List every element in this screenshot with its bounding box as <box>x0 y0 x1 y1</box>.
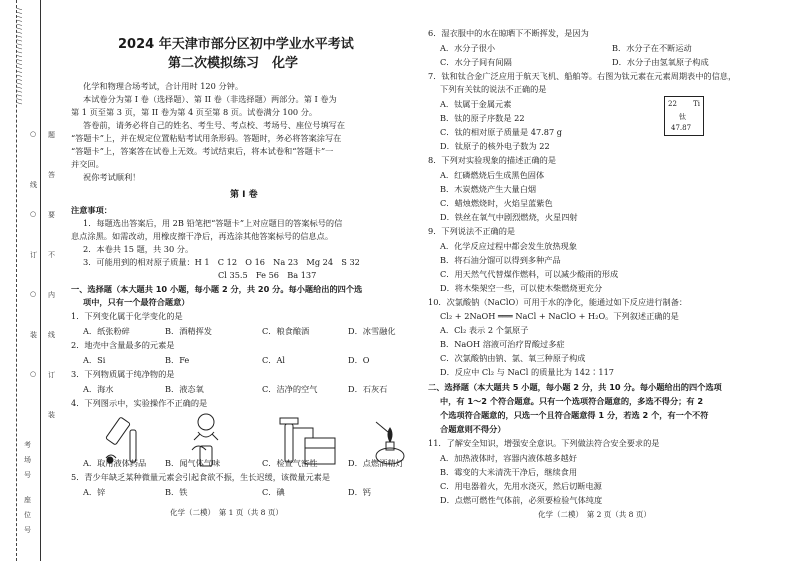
part2-heading: 中，有 1～2 个符合题意。只有一个选项符合题意的，多选不得分；有 2 <box>440 396 704 406</box>
answer-option: D．铁丝在氧气中剧烈燃烧，火星四射 <box>440 212 578 222</box>
question-stem: 9．下列说法不正确的是 <box>428 226 516 236</box>
answer-option: C．水分子间有间隔 <box>440 57 512 67</box>
answer-option: D．钛原子的核外电子数为 22 <box>440 141 550 151</box>
answer-option: A．水分子很小 <box>440 43 496 53</box>
answer-option: A．化学反应过程中都会发生放热现象 <box>440 241 577 251</box>
question-stem: 下列有关钛的说法不正确的是 <box>440 84 547 94</box>
answer-option: D．石灰石 <box>348 384 388 394</box>
periodic-element-box <box>664 96 704 136</box>
binding-note: 不 <box>48 251 55 259</box>
binding-note: 题 <box>48 131 55 139</box>
seat-field-label: 座 <box>24 496 31 504</box>
part2-heading: 合题意则不得分） <box>440 424 506 434</box>
part1-heading: 项中，只有一个最符合题意） <box>83 297 190 307</box>
question-stem: 4．下列图示中，实验操作不正确的是 <box>71 398 208 408</box>
answer-option: C．检查气密性 <box>262 458 318 468</box>
answer-option: B．Fe <box>165 355 190 365</box>
answer-option: B．酒精挥发 <box>165 326 212 336</box>
answer-option: A．锌 <box>83 487 106 497</box>
answer-option: B．NaOH 溶液可治疗胃酸过多症 <box>440 339 565 349</box>
binding-circle: ○ <box>30 290 37 298</box>
binding-note: 要 <box>48 211 55 219</box>
answer-option: A．Cl₂ 表示 2 个氯原子 <box>440 325 529 335</box>
question-stem: 1．下列变化属于化学变化的是 <box>71 311 183 321</box>
seat-field-label: 场 <box>24 456 31 464</box>
question-stem: 6．湿衣服中的水在晾晒下不断挥发，是因为 <box>428 28 589 38</box>
answer-option: D．水分子由氢氧原子构成 <box>612 57 709 67</box>
answer-option: C．粮食酿酒 <box>262 326 310 336</box>
page-footer: 化学（二模） 第 1 页（共 8 页） <box>170 508 283 517</box>
notes-title: 注意事项： <box>71 205 112 215</box>
answer-option: D．反应中 Cl₂ 与 NaCl 的质量比为 142∶117 <box>440 367 614 377</box>
answer-option: C．碘 <box>262 487 285 497</box>
answer-option: D．钙 <box>348 487 371 497</box>
binding-label: 装 <box>30 331 37 339</box>
binding-label: 订 <box>30 251 37 259</box>
answer-option: C．钛的相对原子质量是 47.87 g <box>440 127 563 137</box>
binding-note: 装 <box>48 411 55 419</box>
question-stem: 3．下列物质属于纯净物的是 <box>71 369 175 379</box>
answer-option: D．冰雪融化 <box>348 326 396 336</box>
question-stem: 8．下列对实验现象的描述正确的是 <box>428 155 557 165</box>
answer-option: C．用天然气代替煤作燃料，可以减少酸雨的形成 <box>440 269 619 279</box>
answer-option: C．次氯酸钠由钠、氯、氧三种原子构成 <box>440 353 586 363</box>
note-line: 息点涂黑。如需改动，用橡皮擦干净后，再选涂其他答案标号的信息点。 <box>71 231 334 241</box>
answer-option: C．用电器着火，先用水浇灭，然后切断电源 <box>440 481 602 491</box>
answer-option: C．蜡烛燃烧时，火焰呈蓝紫色 <box>440 198 553 208</box>
answer-option: D．O <box>348 355 370 365</box>
answer-option: B．霉变的大米清洗干净后，继续食用 <box>440 467 578 477</box>
element-symbol: Ti <box>693 100 700 108</box>
intro-line: 化学和物理合场考试，合计用时 120 分钟。 <box>83 81 244 91</box>
note-line: 1．每题选出答案后，用 2B 铅笔把“答题卡”上对应题目的答案标号的信 <box>83 218 343 228</box>
seat-field-label: 位 <box>24 511 31 519</box>
page-footer: 化学（二模） 第 2 页（共 8 页） <box>538 510 651 519</box>
section-heading: 第 I 卷 <box>230 190 258 200</box>
answer-option: B．闻气体气味 <box>165 458 221 468</box>
seat-field-label: 号 <box>24 526 31 534</box>
intro-line: 祝你考试顺利！ <box>83 172 141 182</box>
element-name: 钛 <box>679 113 686 121</box>
binding-note: 线 <box>48 331 55 339</box>
question-stem: Cl₂ + 2NaOH ═══ NaCl + NaClO + H₂O。下列叙述正确的是 <box>440 311 679 321</box>
binding-circle: ○ <box>30 210 37 218</box>
dash-marks: / / / / / / / / / / / / / / / / / / / / / / / / / <box>15 8 22 105</box>
exam-subtitle: 第二次模拟练习 化学 <box>168 56 299 71</box>
answer-option: B．液态氧 <box>165 384 204 394</box>
part1-heading: 一、选择题（本大题共 10 小题，每小题 2 分，共 20 分。每小题给出的四个选 <box>71 284 363 294</box>
inner-rule <box>40 0 41 561</box>
binding-note: 内 <box>48 291 55 299</box>
answer-option: A．取用液体药品 <box>83 458 147 468</box>
note-line: Cl 35.5 Fe 56 Ba 137 <box>218 270 317 280</box>
binding-circle: ○ <box>30 130 37 138</box>
note-line: 3．可能用到的相对原子质量：H 1 C 12 O 16 Na 23 Mg 24 S 32 <box>83 257 360 267</box>
question-stem: 10．次氯酸钠（NaClO）可用于水的净化，能通过如下反应进行制备： <box>428 297 688 307</box>
binding-note: 答 <box>48 171 55 179</box>
answer-option: A．纸张粉碎 <box>83 326 130 336</box>
question-stem: 7．钛和钛合金广泛应用于航天飞机、船舶等。右图为钛元素在元素周期表中的信息， <box>428 71 737 81</box>
exam-title: 2024 年天津市部分区初中学业水平考试 <box>118 37 354 52</box>
answer-option: D．点燃可燃性气体前，必须要检验气体纯度 <box>440 495 603 505</box>
atomic-number: 22 <box>668 100 677 108</box>
seat-field-label: 号 <box>24 471 31 479</box>
seat-field-label: 考 <box>24 441 31 449</box>
intro-line: 并交回。 <box>71 159 104 169</box>
answer-option: B．铁 <box>165 487 188 497</box>
answer-option: A．红磷燃烧后生成黑色固体 <box>440 170 545 180</box>
answer-option: B．木炭燃烧产生大量白烟 <box>440 184 537 194</box>
answer-option: A．钛属于金属元素 <box>440 99 512 109</box>
binding-note: 订 <box>48 371 55 379</box>
intro-line: “答题卡”上，答案答在试卷上无效。考试结束后，将本试卷和“答题卡”一 <box>71 146 334 156</box>
question-stem: 5．青少年缺乏某种微量元素会引起食欲不振，生长迟缓，该微量元素是 <box>71 472 331 482</box>
binding-label: 线 <box>30 181 37 189</box>
answer-option: B．钛的原子序数是 22 <box>440 113 525 123</box>
answer-option: D．点燃酒精灯 <box>348 458 404 468</box>
answer-option: D．将木柴架空一些，可以使木柴燃烧更充分 <box>440 283 603 293</box>
intro-line: “答题卡”上，并在规定位置粘贴考试用条形码。答题时，务必将答案涂写在 <box>71 133 342 143</box>
question-stem: 2．地壳中含量最多的元素是 <box>71 340 175 350</box>
answer-option: C．洁净的空气 <box>262 384 318 394</box>
intro-line: 第 1 页至第 3 页，第 II 卷为第 4 页至第 8 页。试卷满分 100 分。 <box>71 107 318 117</box>
note-line: 2．本卷共 15 题，共 30 分。 <box>83 244 194 254</box>
intro-line: 答卷前，请务必将自己的姓名、考生号、考点校、考场号、座位号填写在 <box>83 120 346 130</box>
part2-heading: 二、选择题（本大题共 5 小题，每小题 2 分，共 10 分。每小题给出的四个选项 <box>428 382 722 392</box>
atomic-mass: 47.87 <box>671 124 692 132</box>
answer-option: A．Si <box>83 355 106 365</box>
binding-margin <box>0 0 60 561</box>
answer-option: A．海水 <box>83 384 114 394</box>
answer-option: A．加热液体时，容器内液体越多越好 <box>440 453 577 463</box>
answer-option: C．Al <box>262 355 285 365</box>
part2-heading: 个选项符合题意的，只选一个且符合题意得 1 分，若选 2 个，有一个不符 <box>440 410 709 420</box>
pour-liquid-figure <box>106 417 136 463</box>
question-stem: 11．了解安全知识，增强安全意识。下列做法符合安全要求的是 <box>428 438 660 448</box>
intro-line: 本试卷分为第 I 卷（选择题）、第 II 卷（非选择题）两部分。第 I 卷为 <box>83 94 337 104</box>
binding-circle: ○ <box>30 370 37 378</box>
answer-option: B．水分子在不断运动 <box>612 43 692 53</box>
answer-option: B．将石油分馏可以得到多种产品 <box>440 255 561 265</box>
